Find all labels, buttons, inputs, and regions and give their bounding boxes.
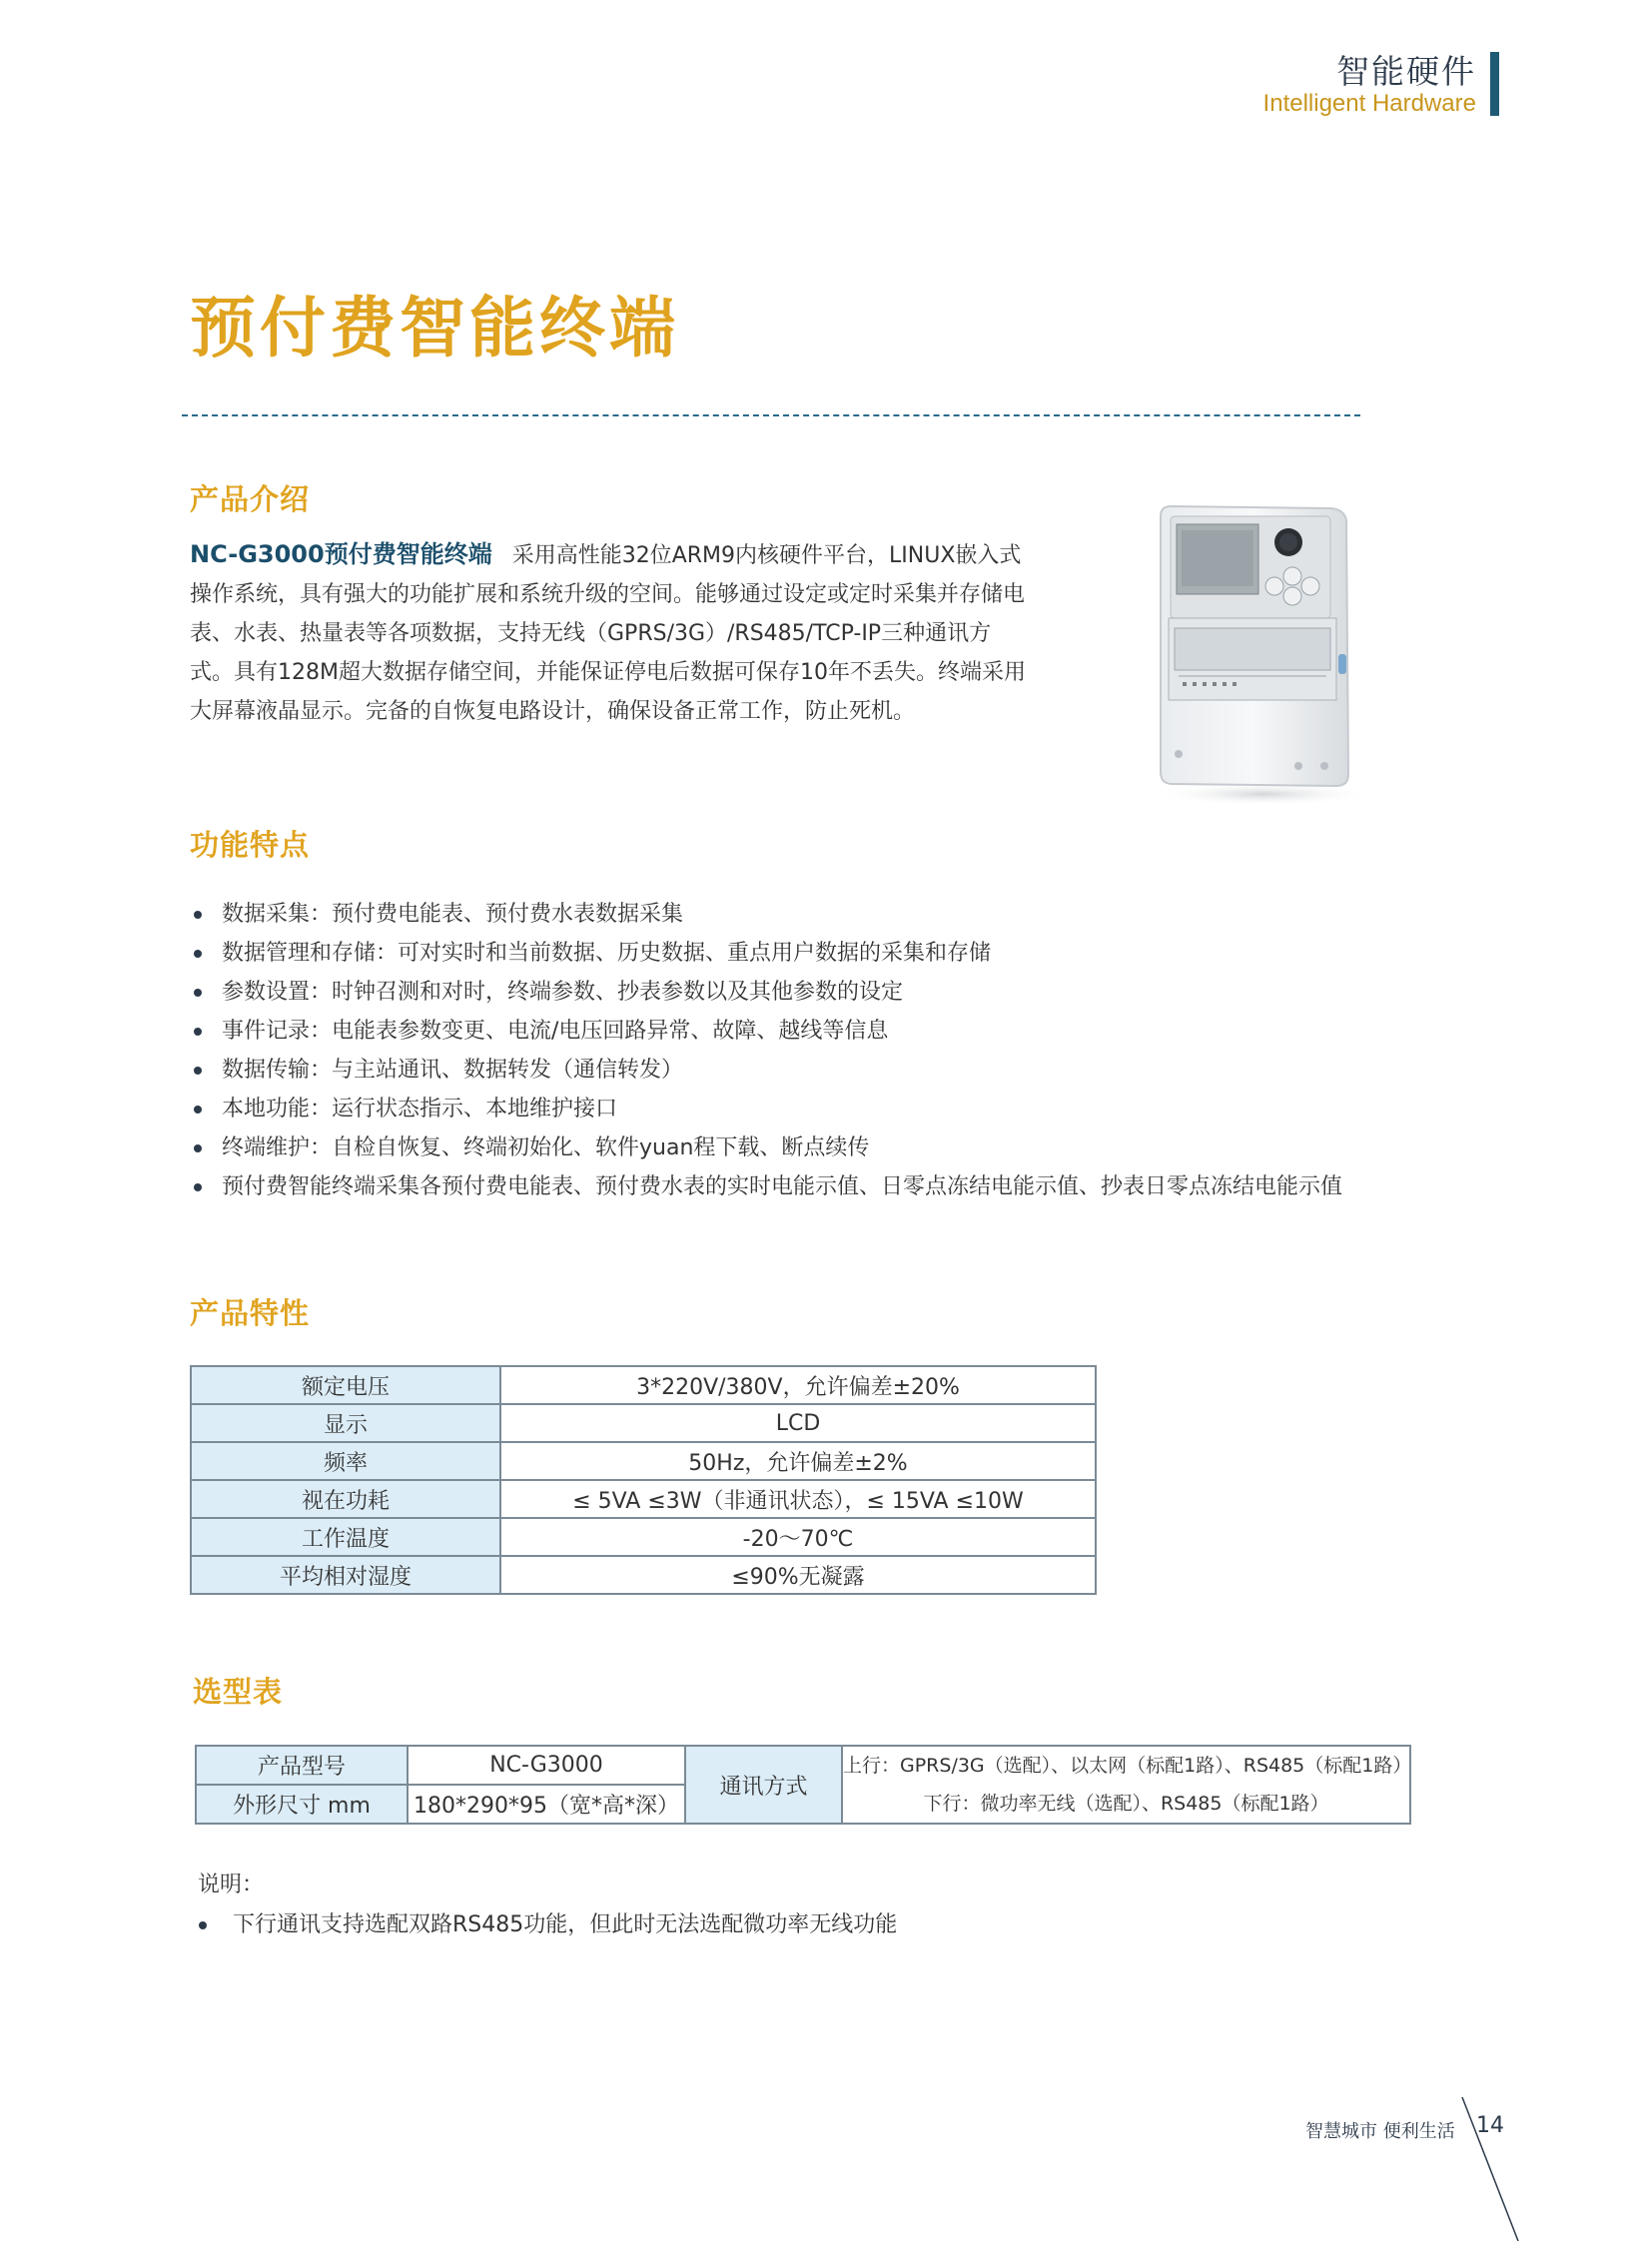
comm-uplink: 上行：GPRS/3G（选配）、以太网（标配1路）、RS485（标配1路）	[843, 1755, 1412, 1777]
features-list	[190, 895, 1488, 1206]
list-item: 数据采集：预付费电能表、预付费水表数据采集	[190, 895, 1488, 934]
list-item: 终端维护：自检自恢复、终端初始化、软件yuan程下载、断点续传	[190, 1128, 1488, 1167]
intro-paragraph	[190, 535, 1029, 731]
page-number: 14	[1476, 2113, 1504, 2138]
table-row: 工作温度 -20～70℃	[191, 1518, 1096, 1556]
terminal-device-image	[1149, 504, 1358, 804]
table-row: 显示 LCD	[191, 1404, 1096, 1442]
header-title-en: Intelligent Hardware	[1262, 90, 1476, 117]
table-row	[196, 1746, 1410, 1785]
bullet-icon	[199, 1921, 207, 1929]
footer-slogan: 智慧城市 便利生活	[1305, 2121, 1455, 2142]
list-item: 本地功能：运行状态指示、本地维护接口	[190, 1090, 1488, 1128]
comm-downlink: 下行：微功率无线（选配）、RS485（标配1路）	[923, 1793, 1329, 1815]
intro-model-name: NC-G3000预付费智能终端	[190, 540, 492, 568]
header-title-cn: 智能硬件	[1336, 52, 1476, 91]
size-label: 外形尺寸 mm	[196, 1785, 408, 1824]
model-label: 产品型号	[196, 1746, 408, 1785]
page-title: 预付费智能终端	[190, 290, 679, 367]
notes-list	[195, 1907, 1393, 1943]
notes-heading: 说明：	[198, 1872, 265, 1897]
bullet-icon	[194, 1028, 202, 1036]
list-item: 数据传输：与主站通讯、数据转发（通信转发）	[190, 1051, 1488, 1090]
specs-heading: 产品特性	[190, 1296, 311, 1330]
bullet-icon	[194, 1144, 202, 1152]
intro-text: 采用高性能32位ARM9内核硬件平台，LINUX嵌入式操作系统，具有强大的功能扩展和系统升级的空间。能够通过设定或定时采集并存储电表、水表、热量表等各项数据，支持无线（GPRS/3G）/RS485/TCP-IP三种通讯方式。具有128M超大数据存储空间，并能保证停电后数据可保存10年不丢失。终端采用大屏幕液晶显示。完备的自恢复电路设计，确保设备正常工作，防止死机。	[190, 543, 1026, 724]
intro-heading: 产品介绍	[190, 482, 311, 516]
bullet-icon	[194, 989, 202, 997]
bullet-icon	[194, 911, 202, 919]
list-item: 下行通讯支持选配双路RS485功能，但此时无法选配微功率无线功能	[195, 1907, 1393, 1943]
table-row: 平均相对湿度 ≤90%无凝露	[191, 1556, 1096, 1594]
bullet-icon	[194, 1106, 202, 1114]
comm-label: 通讯方式	[685, 1746, 842, 1824]
list-item: 参数设置：时钟召测和对时，终端参数、抄表参数以及其他参数的设定	[190, 973, 1488, 1012]
selection-heading: 选型表	[193, 1675, 284, 1709]
size-value: 180*290*95（宽*高*深）	[408, 1785, 685, 1824]
list-item: 数据管理和存储：可对实时和当前数据、历史数据、重点用户数据的采集和存储	[190, 934, 1488, 973]
bullet-icon	[194, 1067, 202, 1075]
header-accent-bar	[1490, 52, 1499, 116]
table-row: 频率 50Hz，允许偏差±2%	[191, 1442, 1096, 1480]
specs-table	[190, 1365, 1097, 1595]
list-item: 预付费智能终端采集各预付费电能表、预付费水表的实时电能示值、日零点冻结电能示值、抄表日零点冻结电能示值	[190, 1167, 1488, 1206]
model-value: NC-G3000	[408, 1746, 685, 1785]
list-item: 事件记录：电能表参数变更、电流/电压回路异常、故障、越线等信息	[190, 1012, 1488, 1051]
title-divider	[182, 414, 1360, 416]
selection-table	[195, 1745, 1411, 1825]
table-row: 额定电压 3*220V/380V，允许偏差±20%	[191, 1366, 1096, 1404]
bullet-icon	[194, 1183, 202, 1191]
bullet-icon	[194, 950, 202, 958]
comm-value	[842, 1746, 1410, 1824]
features-heading: 功能特点	[190, 828, 311, 862]
table-row: 视在功耗 ≤ 5VA ≤3W（非通讯状态），≤ 15VA ≤10W	[191, 1480, 1096, 1518]
